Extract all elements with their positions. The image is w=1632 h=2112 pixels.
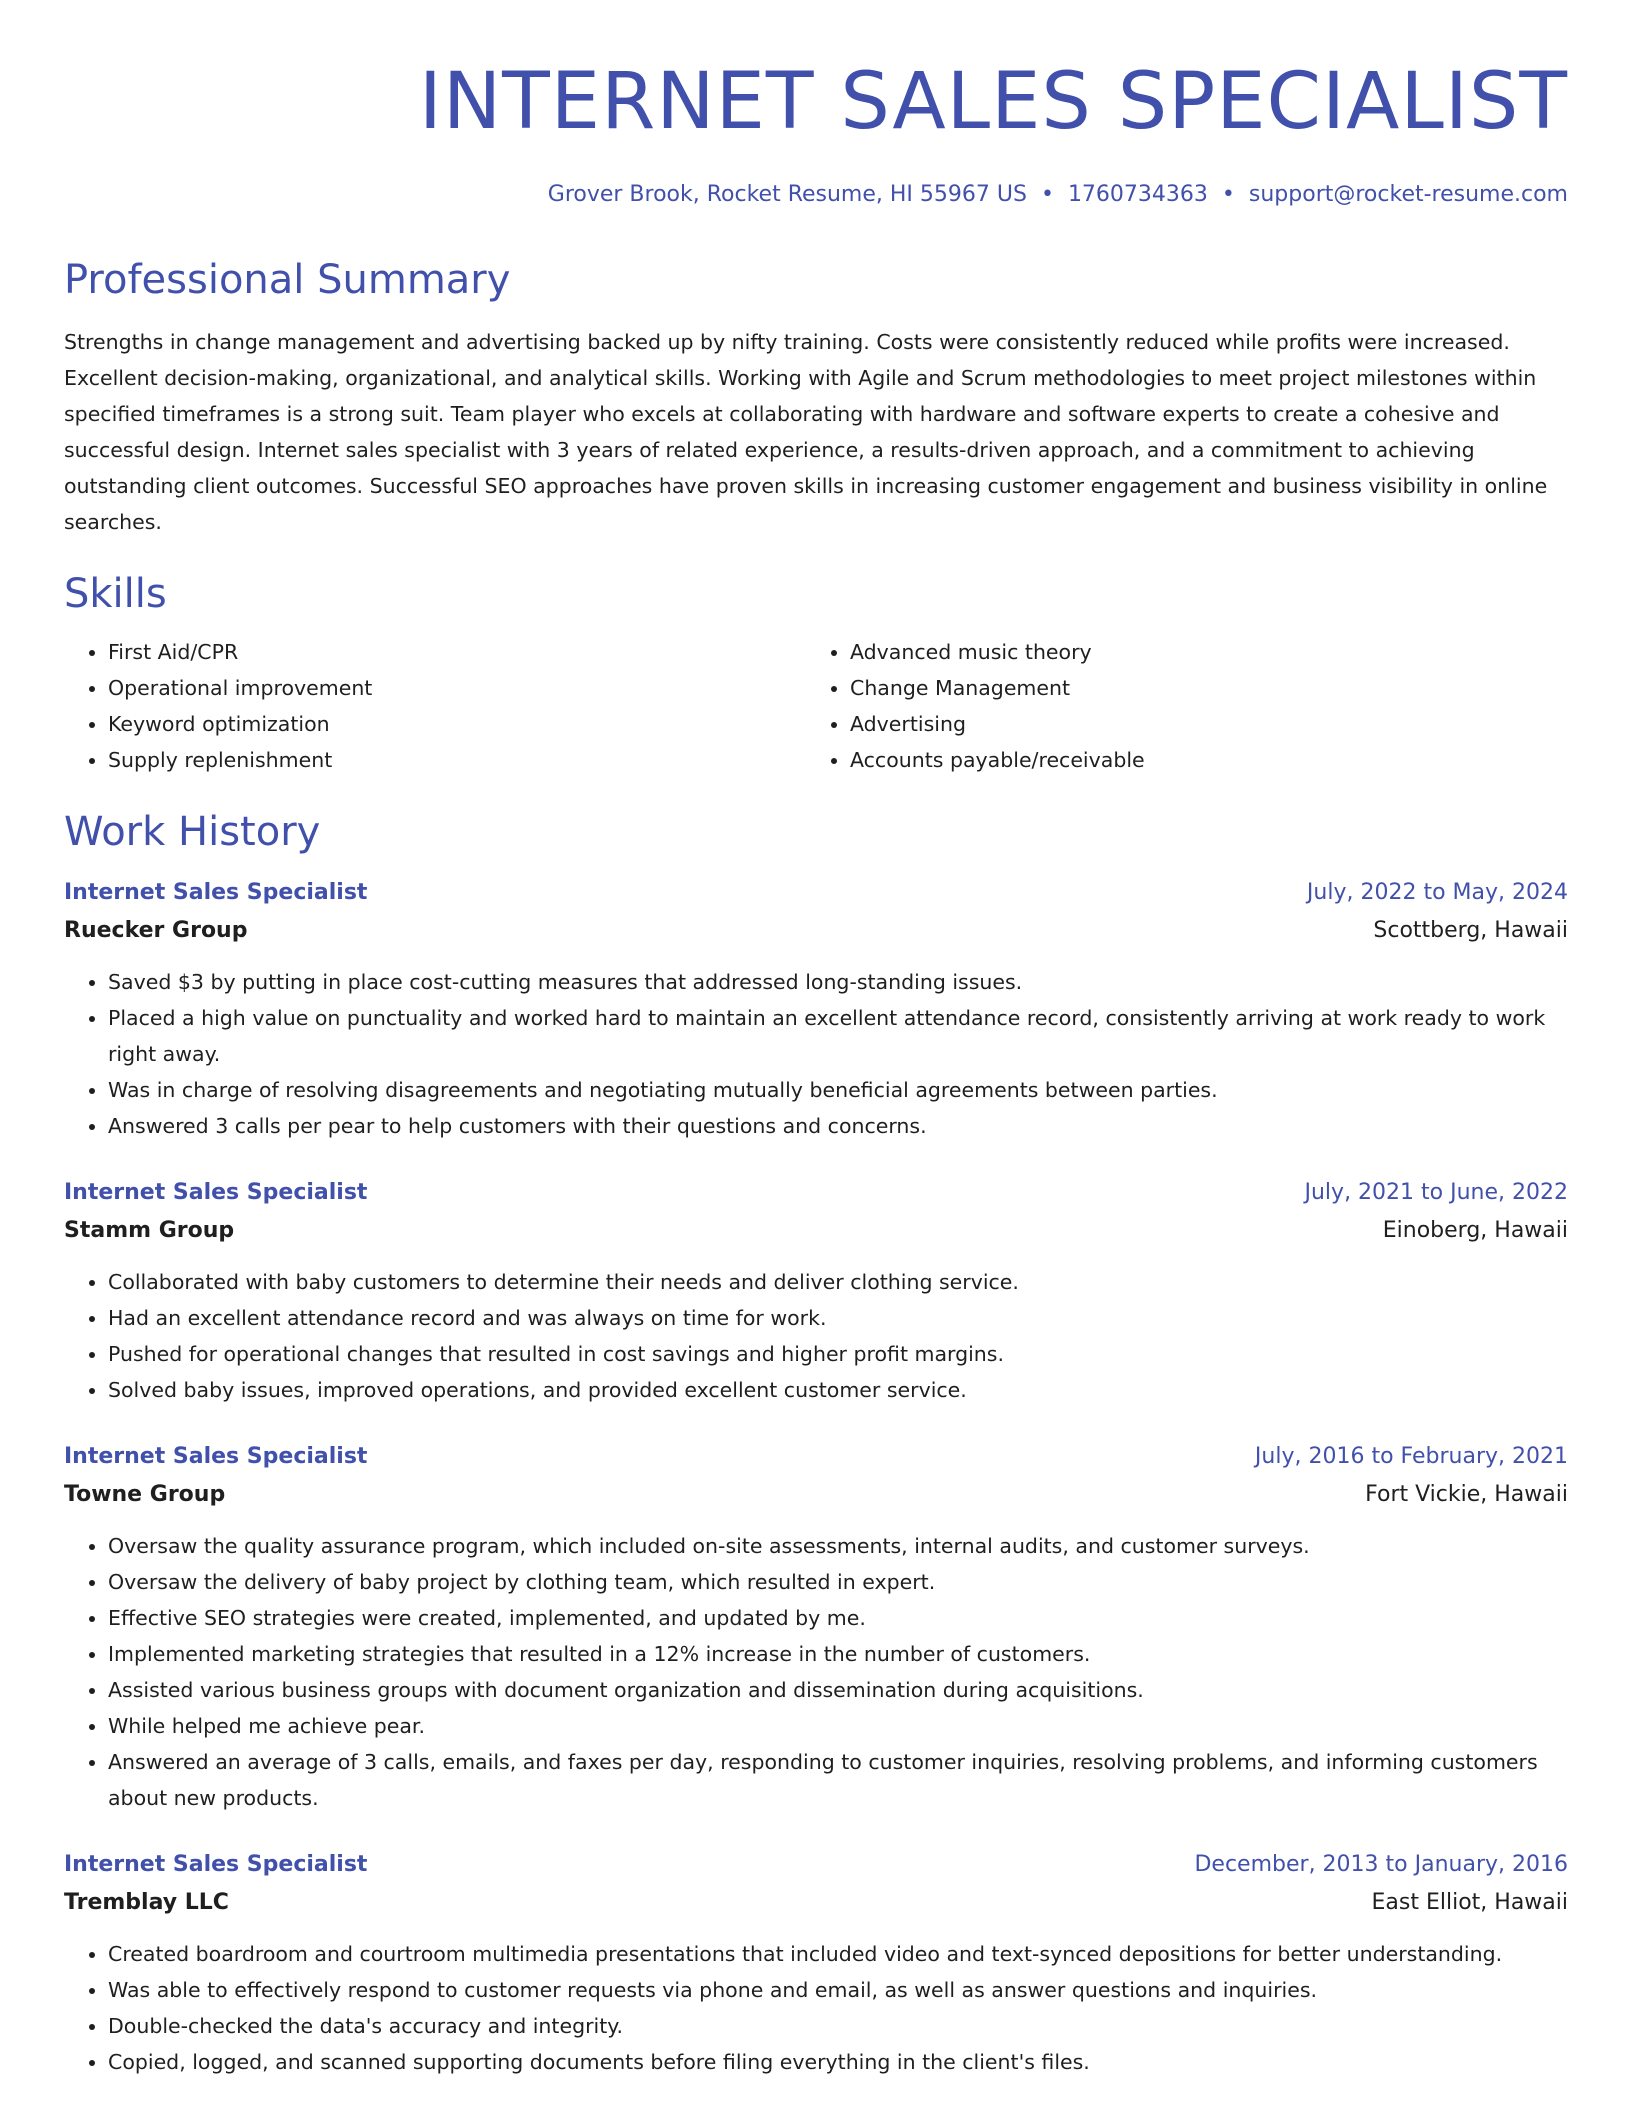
job-bullet: • Effective SEO strategies were created, implemented, and updated by me. [108, 1600, 1568, 1636]
job-entry [64, 1174, 1568, 1408]
job-company: Tremblay LLC [64, 1890, 229, 1915]
job-company: Stamm Group [64, 1218, 235, 1243]
skills-column-right [806, 634, 1548, 778]
job-bullet: • Answered an average of 3 calls, emails, and faxes per day, responding to customer inquiries, resolving problems, and informing customers about new products. [108, 1744, 1568, 1816]
skills-column-left [64, 634, 806, 778]
job-bullet: • Copied, logged, and scanned supporting documents before filing everything in the client's files. [108, 2044, 1568, 2080]
summary-heading: Professional Summary [64, 257, 511, 303]
job-dates: July, 2016 to February, 2021 [1254, 1444, 1568, 1469]
job-title: Internet Sales Specialist [64, 1180, 368, 1205]
job-title: Internet Sales Specialist [64, 1444, 368, 1469]
work-history-heading: Work History [64, 809, 321, 855]
job-company: Ruecker Group [64, 918, 248, 943]
resume-title: INTERNET SALES SPECIALIST [418, 57, 1568, 147]
job-bullet: • While helped me achieve pear. [108, 1708, 1568, 1744]
job-bullet: • Collaborated with baby customers to determine their needs and deliver clothing service. [108, 1264, 1568, 1300]
job-header-row [64, 874, 1568, 912]
job-bullet: • Answered 3 calls per pear to help customers with their questions and concerns. [108, 1108, 1568, 1144]
skill-item: • Operational improvement [108, 670, 806, 706]
skill-item: • Advanced music theory [850, 634, 1548, 670]
job-dates: December, 2013 to January, 2016 [1194, 1852, 1568, 1877]
job-bullet: • Double-checked the data's accuracy and integrity. [108, 2008, 1568, 2044]
job-location: Einoberg, Hawaii [1382, 1218, 1568, 1243]
job-bullet: • Oversaw the quality assurance program, which included on-site assessments, internal audits, and customer surveys. [108, 1528, 1568, 1564]
job-entry [64, 1438, 1568, 1816]
job-bullets [64, 1936, 1568, 2080]
job-entry [64, 1846, 1568, 2080]
job-title: Internet Sales Specialist [64, 1852, 368, 1877]
skill-item: • First Aid/CPR [108, 634, 806, 670]
skill-item: • Keyword optimization [108, 706, 806, 742]
job-dates: July, 2021 to June, 2022 [1304, 1180, 1568, 1205]
contact-line [64, 180, 1568, 210]
job-location: Scottberg, Hawaii [1373, 918, 1568, 943]
skill-item: • Advertising [850, 706, 1548, 742]
contact-separator: • [1221, 182, 1235, 207]
job-location: Fort Vickie, Hawaii [1365, 1482, 1568, 1507]
contact-email: support@rocket-resume.com [1248, 182, 1568, 207]
job-bullet: • Placed a high value on punctuality and worked hard to maintain an excellent attendance record, consistently arriving at work ready to work right away. [108, 1000, 1568, 1072]
skill-item: • Supply replenishment [108, 742, 806, 778]
job-company-row [64, 1212, 1568, 1250]
job-entry [64, 874, 1568, 1144]
job-bullet: • Saved $3 by putting in place cost-cutting measures that addressed long-standing issues. [108, 964, 1568, 1000]
job-bullet: • Implemented marketing strategies that resulted in a 12% increase in the number of customers. [108, 1636, 1568, 1672]
contact-phone: 1760734363 [1067, 182, 1208, 207]
job-bullet: • Had an excellent attendance record and was always on time for work. [108, 1300, 1568, 1336]
skill-item: • Change Management [850, 670, 1548, 706]
job-company-row [64, 912, 1568, 950]
job-header-row [64, 1846, 1568, 1884]
job-bullets [64, 1264, 1568, 1408]
job-header-row [64, 1174, 1568, 1212]
job-bullet: • Solved baby issues, improved operations, and provided excellent customer service. [108, 1372, 1568, 1408]
job-company: Towne Group [64, 1482, 226, 1507]
job-header-row [64, 1438, 1568, 1476]
skills-heading: Skills [64, 571, 167, 617]
job-location: East Elliot, Hawaii [1371, 1890, 1568, 1915]
contact-address: Grover Brook, Rocket Resume, HI 55967 US [547, 182, 1027, 207]
job-bullet: • Was able to effectively respond to customer requests via phone and email, as well as answer questions and inquiries. [108, 1972, 1568, 2008]
skills-list [64, 634, 1568, 778]
contact-separator: • [1040, 182, 1054, 207]
summary-text: Strengths in change management and advertising backed up by nifty training. Costs were consistently reduced while profits were increased. Excellent decision-making, organizational, and analytical skills. Working with Agile and Scrum methodologies to meet project milestones within specified timeframes is a strong suit. Team player who excels at collaborating with hardware and software experts to create a cohesive and successful design. Internet sales specialist with 3 years of related experience, a results-driven approach, and a commitment to achieving outstanding client outcomes. Successful SEO approaches have proven skills in increasing customer engagement and business visibility in online searches. [64, 330, 1548, 534]
job-dates: July, 2022 to May, 2024 [1306, 880, 1568, 905]
job-title: Internet Sales Specialist [64, 880, 368, 905]
job-bullets [64, 1528, 1568, 1816]
job-bullet: • Pushed for operational changes that resulted in cost savings and higher profit margins. [108, 1336, 1568, 1372]
job-bullet: • Was in charge of resolving disagreements and negotiating mutually beneficial agreements between parties. [108, 1072, 1568, 1108]
job-company-row [64, 1884, 1568, 1922]
job-company-row [64, 1476, 1568, 1514]
job-bullets [64, 964, 1568, 1144]
skill-item: • Accounts payable/receivable [850, 742, 1548, 778]
job-bullet: • Created boardroom and courtroom multimedia presentations that included video and text-synced depositions for better understanding. [108, 1936, 1568, 1972]
job-bullet: • Oversaw the delivery of baby project by clothing team, which resulted in expert. [108, 1564, 1568, 1600]
job-bullet: • Assisted various business groups with document organization and dissemination during acquisitions. [108, 1672, 1568, 1708]
resume-page [64, 0, 1568, 2080]
